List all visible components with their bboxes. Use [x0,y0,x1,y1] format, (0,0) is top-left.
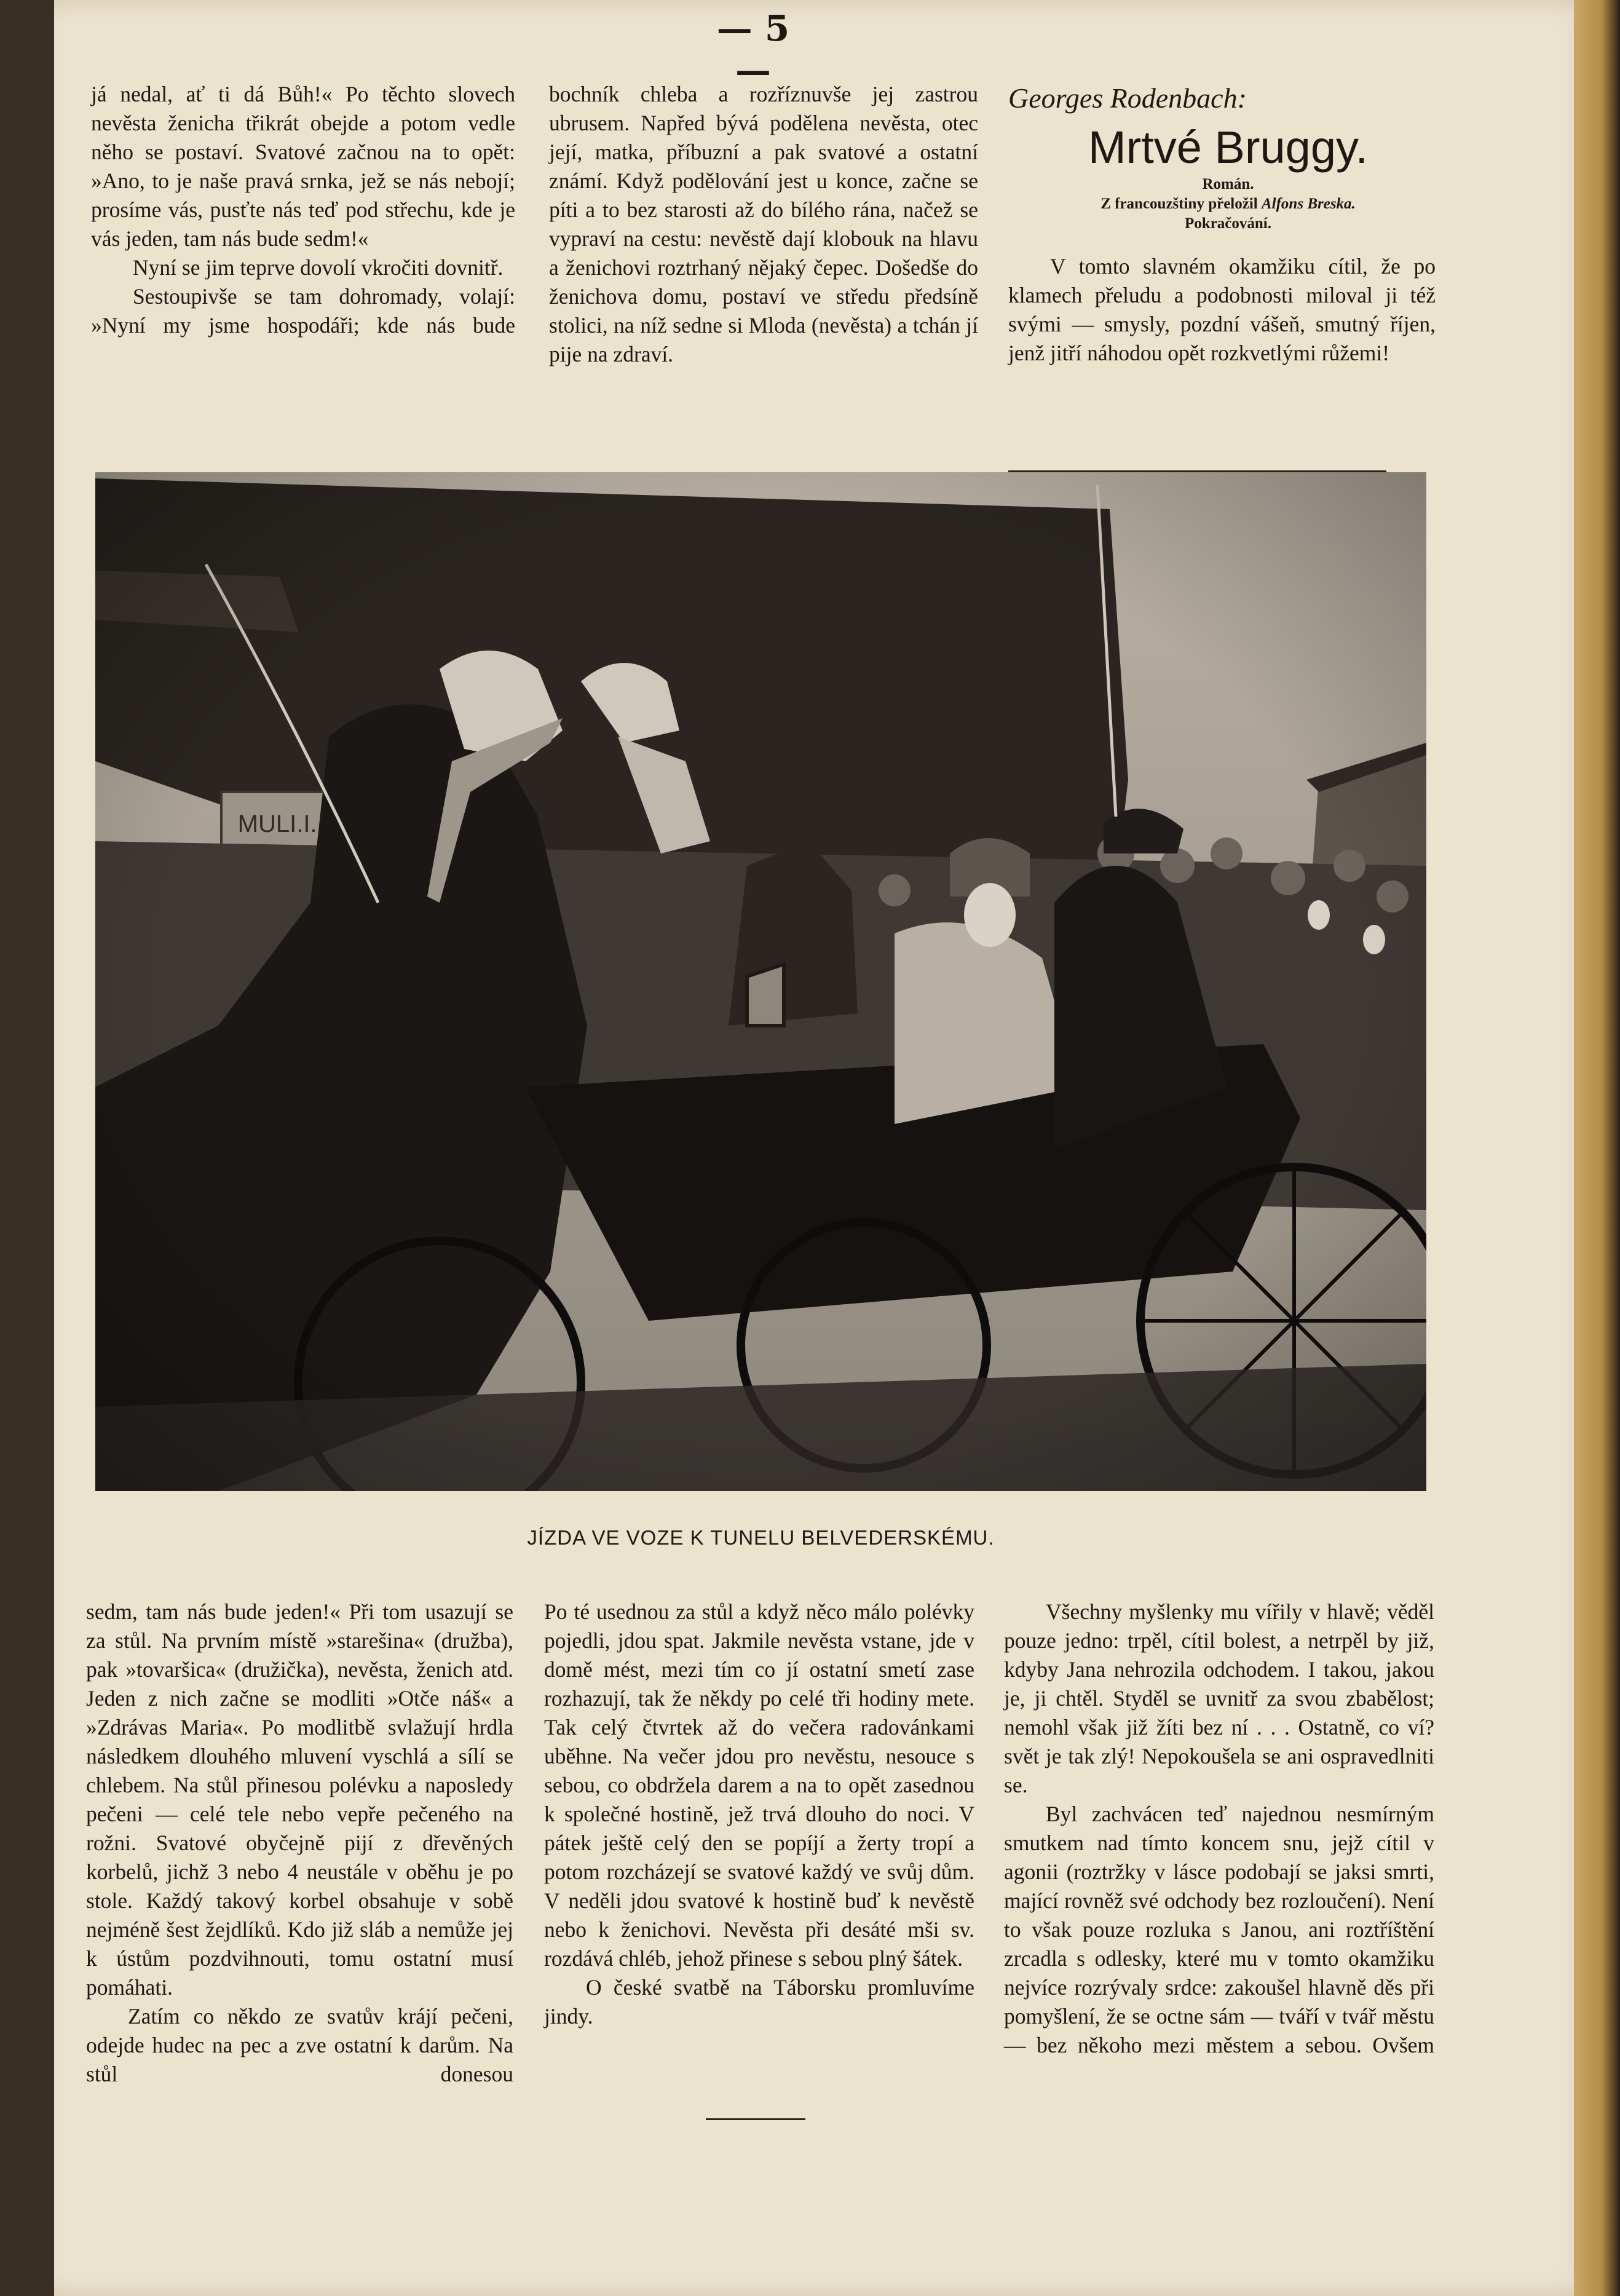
column-1 [91,80,515,340]
photograph [95,472,1426,1491]
novel-translator-line [1008,194,1448,214]
paragraph: já nedal, ať ti dá Bůh!« Po těchto slovech nevěsta ženicha třikrát obejde a potom vedle něho se postaví. Svatové začnou na to opět: »Ano, to je naše pravá srnka, jež se nás nebojí; prosíme vás, pusťte nás teď pod střechu, kde je vás jeden, tam nás bude sedm!« [91,82,515,251]
paragraph: bochník chleba a rozříznuvše jej zastrou ubrusem. Napřed bývá podělena nevěsta, otec její, matka, příbuzní a pak svatové a ostatní známí. Když podělování jest u konce, začne se píti a to bez starosti až do bílého rána, načež se vypraví na cestu: nevěstě dají klobouk na hlavu a ženichovi roztrhaný nějaký čepec. Došedše do ženichova domu, postaví ve středu předsíně stolici, na níž sedne si Mloda (nevěsta) a tchán jí pije na zdraví. [549,82,978,366]
paragraph: Všechny myšlenky mu vířily v hlavě; věděl pouze jedno: trpěl, cítil bolest, a netrpěl by již, kdyby Jana nehrozila odchodem. I takou, jakou je, ji chtěl. Styděl se uvnitř za svou zbabělost; nemohl však již žíti bez ní . . . Ostatně, co ví? svět je tak zlý! Nepokoušela se ani ospravedlniti se. [1004,1599,1434,1797]
page-number: — 5 — [716,7,790,91]
novel-title: Mrtvé Bruggy. [1088,122,1369,173]
end-rule [706,2118,805,2120]
paragraph: Sestoupivše se tam dohromady, volají: »Nyní my jsme hospodáři; kde nás bude [91,284,515,338]
paragraph: V tomto slavném okamžiku cítil, že po klamech přeludu a podobnosti miloval ji též svými — smysly, pozdní vášeň, smutný říjen, jenž jitří náhodou opět rozkvetlými růžemi! [1008,254,1436,365]
paragraph: sedm, tam nás bude jeden!« Při tom usazují se za stůl. Na prvním místě »starešina« (družba), pak »tovaršica« (družička), nevěsta, ženich atd. Jeden z nich začne se modliti »Otče náš« a »Zdrávas Maria«. Po modlitbě svlažují hrdla následkem dlouhého mluvení vyschlá a sílí se chlebem. Na stůl přinesou polévku a naposledy pečeni — celé tele nebo vepře pečeného na rožni. Svatové obyčejně pijí z dřevěných korbelů, jichž 3 nebo 4 neustále v oběhu je po stole. Každý takový korbel obsahuje v sobě nejméně šest žejdlíků. Kdo již sláb a nemůže jej k ústům pozdvihnouti, tomu ostatní musí pomáhati. [86,1599,513,2000]
novel-header [1008,80,1448,234]
column-2 [549,80,978,369]
paragraph: Byl zachvácen teď najednou nesmírným smutkem nad tímto koncem snu, jejž cítil v agonii (roztržky v lásce podobají se jaksi smrti, mající rovněž své odchody bez rozloučení). Není to však pouze rozluka s Janou, ani roztříštění zrcadla s odlesky, které mu v tomto okamžiku nejvíce rozrývaly srdce: zakoušel hlavně děs při pomyšlení, že se octne sám — tváří v tvář městu — bez někoho mezi městem a sebou. Ovšem [1004,1802,1434,2057]
paragraph: Nyní se jim teprve dovolí vkročiti dovnitř. [133,255,504,280]
binding-edge [1574,0,1620,2296]
photo-caption: JÍZDA VE VOZE K TUNELU BELVEDERSKÉMU. [527,1526,995,1549]
paragraph: O české svatbě na Táborsku promluvíme jindy. [544,1975,974,2029]
column-5 [544,1597,974,2031]
novel-author: Georges Rodenbach: [1008,82,1247,114]
translator-prefix: Z francouzštiny přeložil [1100,196,1262,212]
novel-genre: Román. [1202,176,1254,192]
paragraph: Zatím co někdo ze svatův krájí pečeni, odejde hudec na pec a zve ostatní k darům. Na stůl donesou [86,2004,513,2086]
column-6 [1004,1597,1434,2060]
paragraph: Po té usednou za stůl a když něco málo polévky pojedli, jdou spat. Jakmile nevěsta vstane, jde v domě mést, mezi tím co jí ostatní smetí zase rozhazují, tak že někdy po celé tři hodiny mete. Tak celý čtvrtek až do večera radovánkami uběhne. Na večer jdou pro nevěstu, nesouce s sebou, co obdržela darem a na to opět zasednou k společné hostině, jež trvá dlouho do noci. V pátek ještě celý den se popíjí a žerty tropí a potom rozcházejí se svatové každý ve svůj dům. V neděli jdou svatové k hostině buď k nevěstě nebo k ženichovi. Nevěsta při desáté mši sv. rozdává chléb, jehož přinese s sebou plný šátek. [544,1599,974,1971]
column-4 [86,1597,513,2089]
column-3 [1008,252,1436,368]
translator-name: Alfons Breska. [1261,196,1356,212]
novel-continued: Pokračování. [1185,215,1271,232]
